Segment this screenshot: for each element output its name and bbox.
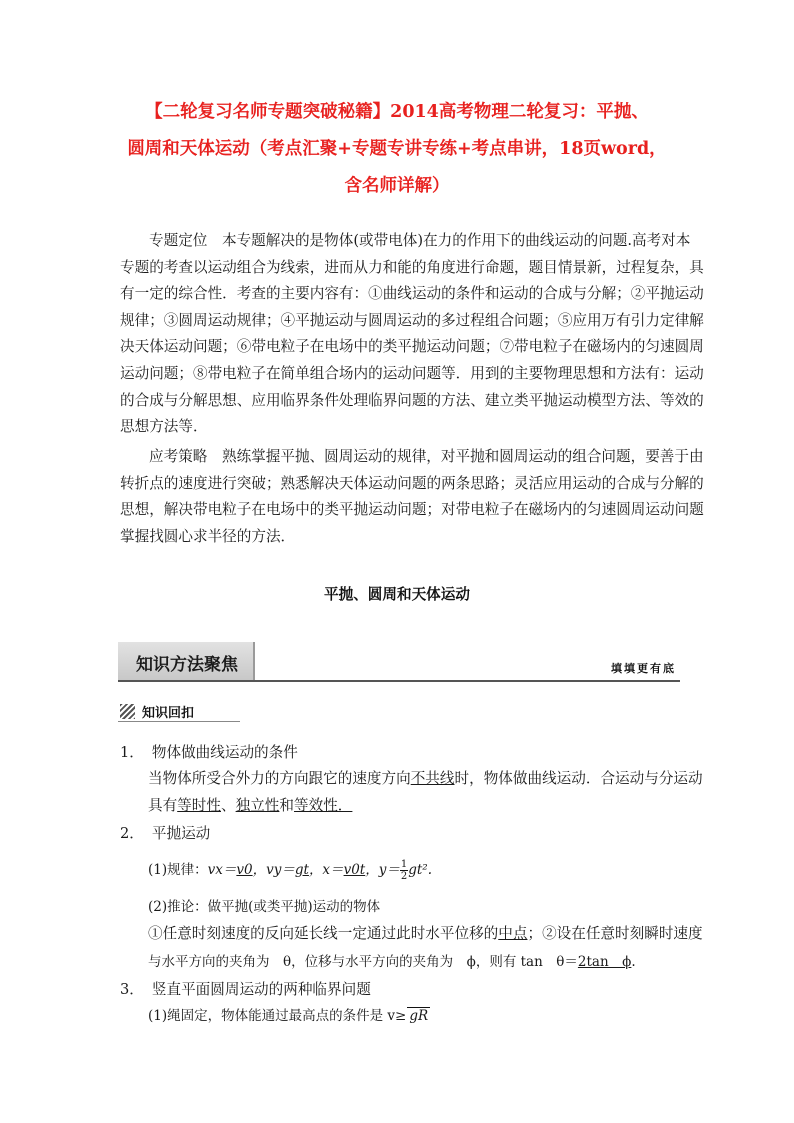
section-banner [118,642,680,682]
exam-strategy-paragraph [120,444,704,550]
paragraph-line: 运动问题；⑧带电粒子在简单组合场内的运动问题等．用到的主要物理思想和方法有：运动 [120,364,704,382]
item-title: 平抛运动 [151,825,211,842]
subhead-label: 知识回扣 [142,706,195,721]
item-1-line-2 [148,794,352,815]
item-3-line-1 [148,1004,430,1024]
banner-rule [118,680,680,682]
answer-blank: v0t [343,862,366,878]
answer-blank: 等时性 [177,797,221,814]
paragraph-line: 决天体运动问题；⑥带电粒子在电场中的类平抛运动问题；⑦带电粒子在磁场内的匀速圆周 [120,338,704,356]
text-segment: 、 [221,797,236,814]
formula-segment: gt². [408,862,433,878]
text-segment: (1)绳固定，物体能通过最高点的条件是 v≥ [148,1008,407,1024]
answer-blank: 不共线 [410,770,455,787]
item-title: 竖直平面圆周运动的两种临界问题 [151,981,371,998]
document-title [110,94,684,205]
answer-blank: v0 [236,862,253,878]
fraction-numerator: 1 [400,859,408,870]
banner-label: 知识方法聚焦 [136,655,238,675]
formula-segment: ，y＝ [365,862,400,878]
paragraph-line: 思想，解决带电粒子在电场中的类平抛运动问题；对带电粒子在磁场内的匀速圆周运动问题 [120,501,704,519]
title-line: 含名师详解） [344,176,450,196]
item-3-heading [120,978,371,999]
answer-blank: 独立性 [235,797,280,814]
item-number: 1． [120,744,144,761]
text-segment: 当物体所受合外力的方向跟它的速度方向 [148,770,411,787]
text-segment: . [631,954,636,970]
banner-motto: 填填更有底 [611,662,676,675]
fraction-one-half [400,859,408,882]
paragraph-line: 有一定的综合性．考查的主要内容有：①曲线运动的条件和运动的合成与分解；②平抛运动 [120,285,704,303]
text-segment: 时，物体做曲线运动．合运动与分运动 [454,770,703,787]
paragraph-line: 思想方法等． [120,418,208,436]
title-line: 圆周和天体运动（考点汇聚+专题专讲专练+考点串讲，18页word， [127,139,667,159]
answer-blank: 2tan ϕ [577,954,632,970]
formula-segment: ，vy＝ [252,862,295,878]
subhead-underline [118,721,240,722]
item-2-heading [120,822,210,843]
banner-tab [118,642,255,680]
item-2-line-2 [148,950,636,970]
formula-segment: vx＝ [207,862,237,878]
item-number: 3． [120,981,144,998]
item-title: 物体做曲线运动的条件 [151,744,298,761]
projectile-rule-line [148,858,432,882]
item-1-heading [120,741,298,762]
paragraph-line: 转折点的速度进行突破；熟悉解决天体运动问题的两条思路；灵活应用运动的合成与分解的 [120,474,704,492]
text-segment: ①任意时刻速度的反向延长线一定通过此时水平位移的 [148,925,499,942]
text-segment: (1)规律： [148,862,208,878]
text-segment: 和 [279,797,295,814]
text-segment: 具有 [148,797,178,814]
text-segment: ；②设在任意时刻瞬时速度 [527,925,703,942]
paragraph-line: 应考策略 熟练掌握平抛、圆周运动的规律，对平抛和圆周运动的组合问题，要善于由 [149,448,704,465]
item-1-line-1 [148,767,703,788]
formula-segment: ，x＝ [308,862,344,878]
item-number: 2． [120,825,144,842]
answer-blank: gt [294,862,309,878]
text-segment: 与水平方向的夹角为 θ，位移与水平方向的夹角为 ϕ，则有 tan θ＝ [148,954,578,970]
paragraph-line: 规律；③圆周运动规律；④平抛运动与圆周运动的多过程组合问题；⑤应用万有引力定律解 [120,311,704,329]
paragraph-line: 专题的考查以运动组合为线索，进而从力和能的角度进行命题，题目情景新，过程复杂，具 [120,258,704,276]
knowledge-review-heading [118,700,240,722]
paragraph-line: 的合成与分解思想、应用临界条件处理临界问题的方法、建立类平抛运动模型方法、等效的 [120,391,704,409]
sqrt-gr: gR [409,1008,429,1024]
title-line: 【二轮复习名师专题突破秘籍】2014高考物理二轮复习：平抛、 [145,102,649,122]
answer-blank: 等效性． [294,797,353,814]
answer-blank: 中点 [498,925,528,942]
paragraph-line: 掌握找圆心求半径的方法． [120,527,296,545]
paragraph-line: 专题定位 本专题解决的是物体(或带电体)在力的作用下的曲线运动的问题.高考对本 [149,232,691,249]
item-2-line-1 [148,922,703,943]
fraction-denominator: 2 [400,871,408,882]
hatched-square-icon [120,704,135,719]
topic-positioning-paragraph [120,228,704,441]
projectile-inference-line: (2)推论：做平抛(或类平抛)运动的物体 [148,899,381,915]
section-title: 平抛、圆周和天体运动 [324,586,470,603]
